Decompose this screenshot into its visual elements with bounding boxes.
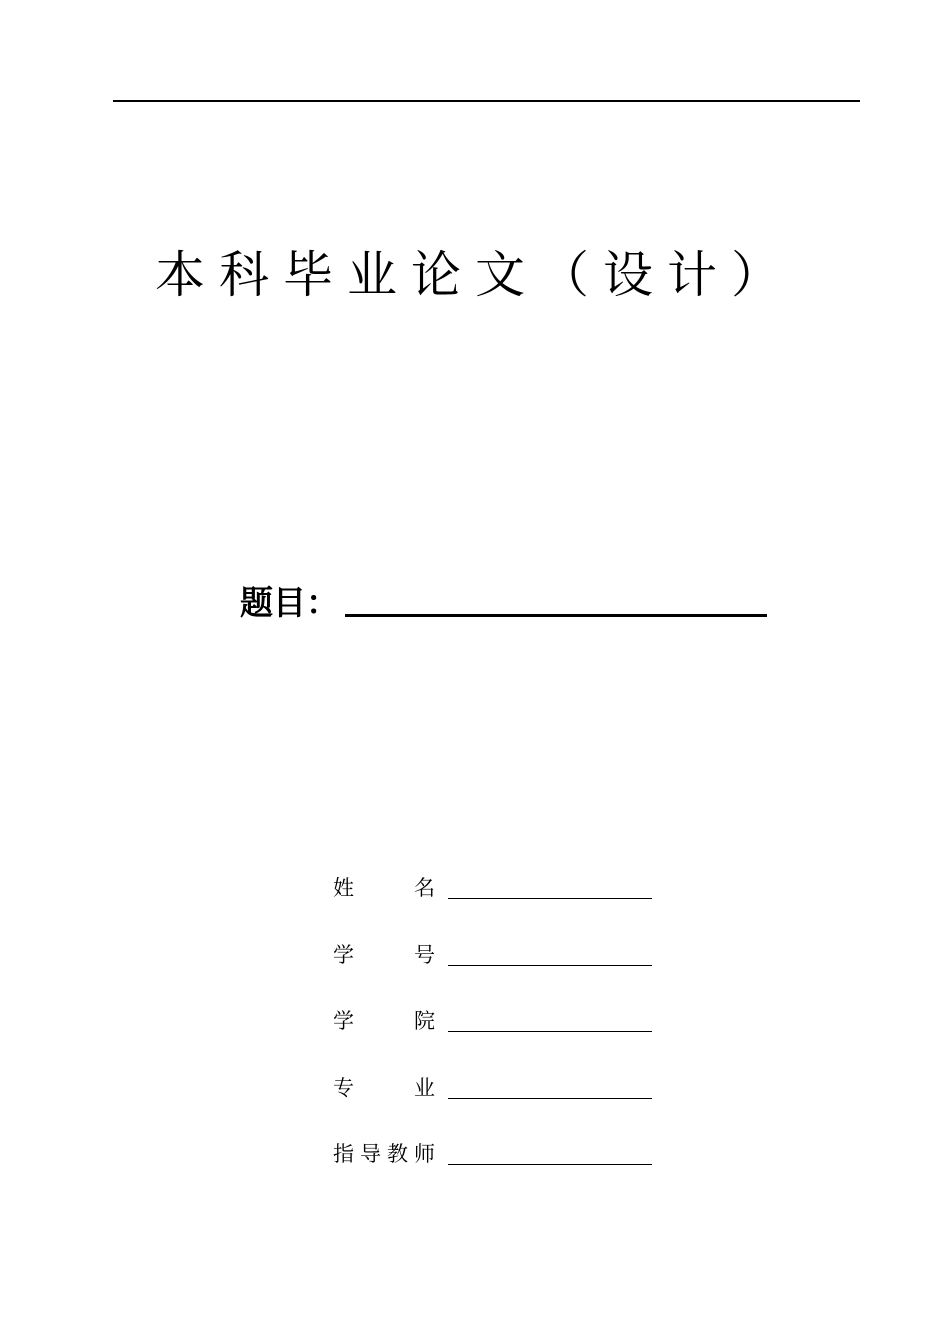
advisor-label: 指 导 教 师	[333, 1142, 435, 1166]
top-rule	[113, 100, 860, 102]
major-row	[333, 1070, 652, 1102]
student-id-label: 学 号	[333, 943, 435, 967]
student-id-row	[333, 937, 652, 969]
student-id-underline[interactable]	[448, 965, 652, 966]
college-underline[interactable]	[448, 1031, 652, 1032]
topic-row	[240, 575, 767, 625]
major-underline[interactable]	[448, 1098, 652, 1099]
college-label: 学 院	[333, 1009, 435, 1033]
name-row	[333, 870, 652, 902]
page-title: 本科毕业论文（设计）	[155, 246, 795, 304]
topic-underline[interactable]	[345, 614, 767, 617]
advisor-underline[interactable]	[448, 1164, 652, 1165]
name-label: 姓 名	[333, 876, 435, 900]
college-row	[333, 1003, 652, 1035]
advisor-row	[333, 1136, 652, 1168]
major-label: 专 业	[333, 1076, 435, 1100]
topic-label: 题目：	[240, 583, 339, 622]
name-underline[interactable]	[448, 898, 652, 899]
